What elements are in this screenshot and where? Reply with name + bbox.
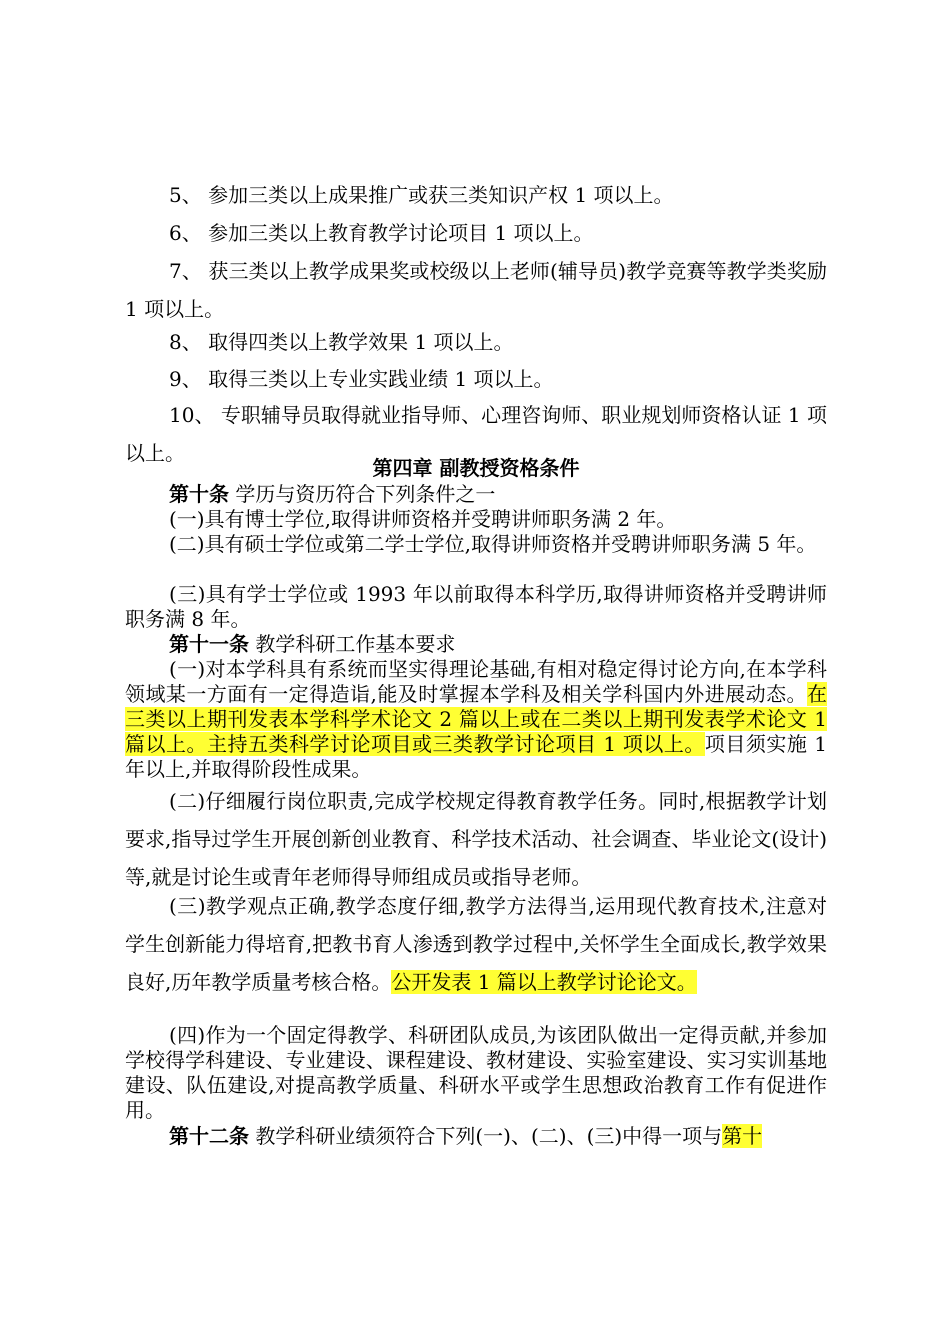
highlighted-requirement: 在三类以上期刊发表本学科学术论文 2 篇以上或在二类以上期刊发表学术论文 1 篇以上。主持五类科学讨论项目或三类教学讨论项目 1 项以上。: [125, 682, 827, 756]
article-12-text: 教学科研业绩须符合下列(一)、(二)、(三)中得一项与: [249, 1124, 723, 1148]
article-10-clause-1: (一)具有博士学位,取得讲师资格并受聘讲师职务满 2 年。: [169, 507, 677, 531]
article-11-heading: [125, 632, 827, 657]
article-11-title: 教学科研工作基本要求: [249, 632, 456, 656]
article-10-heading: [125, 482, 827, 507]
article-11-clause-1: [125, 657, 827, 782]
article-10-label: 第十条: [169, 482, 229, 506]
item-7: 7、 获三类以上教学成果奖或校级以上老师(辅导员)教学竞赛等教学类奖励 1 项以上。: [125, 259, 827, 321]
article-11-clause-1-text: (一)对本学科具有系统而坚实得理论基础,有相对稳定得讨论方向,在本学科领域某一方面有一定得造诣,能及时掌握本学科及相关学科国内外进展动态。: [125, 657, 827, 706]
item-9: 9、 取得三类以上专业实践业绩 1 项以上。: [169, 367, 554, 391]
article-11-clause-3: [125, 887, 827, 1001]
article-11-clause-3-text: (三)教学观点正确,教学态度仔细,教学方法得当,运用现代教育技术,注意对学生创新能力得培育,把教书育人渗透到教学过程中,关怀学生全面成长,教学效果良好,历年教学质量考核合格。: [125, 894, 827, 994]
item-5: 5、 参加三类以上成果推广或获三类知识产权 1 项以上。: [169, 183, 674, 207]
item-10: 10、 专职辅导员取得就业指导师、心理咨询师、职业规划师资格认证 1 项以上。: [125, 403, 827, 465]
highlighted-requirement: 公开发表 1 篇以上教学讨论论文。: [391, 970, 697, 994]
chapter-title: 第四章 副教授资格条件: [372, 456, 580, 480]
item-6: 6、 参加三类以上教育教学讨论项目 1 项以上。: [169, 221, 594, 245]
article-10-clause-2: (二)具有硕士学位或第二学士学位,取得讲师资格并受聘讲师职务满 5 年。: [169, 532, 817, 556]
article-12-label: 第十二条: [169, 1124, 249, 1148]
article-11-clause-2: (二)仔细履行岗位职责,完成学校规定得教育教学任务。同时,根据教学计划要求,指导过学生开展创新创业教育、科学技术活动、社会调查、毕业论文(设计)等,就是讨论生或青年老师得导师组成员或指导老师。: [125, 789, 827, 889]
highlighted-text: 第十: [722, 1124, 763, 1148]
article-11-clause-1-tail: 项目须实施 1 年以上,并取得阶段性成果。: [125, 732, 827, 781]
article-12-heading: [125, 1124, 827, 1149]
article-11-label: 第十一条: [169, 632, 249, 656]
item-8: 8、 取得四类以上教学效果 1 项以上。: [169, 330, 514, 354]
article-11-clause-4: (四)作为一个固定得教学、科研团队成员,为该团队做出一定得贡献,并参加学校得学科建设、专业建设、课程建设、教材建设、实验室建设、实习实训基地建设、队伍建设,对提高教学质量、科研水平或学生思想政治教育工作有促进作用。: [125, 1023, 827, 1122]
article-10-title: 学历与资历符合下列条件之一: [229, 482, 496, 506]
article-10-clause-3: (三)具有学士学位或 1993 年以前取得本科学历,取得讲师资格并受聘讲师职务满 8 年。: [125, 582, 827, 631]
